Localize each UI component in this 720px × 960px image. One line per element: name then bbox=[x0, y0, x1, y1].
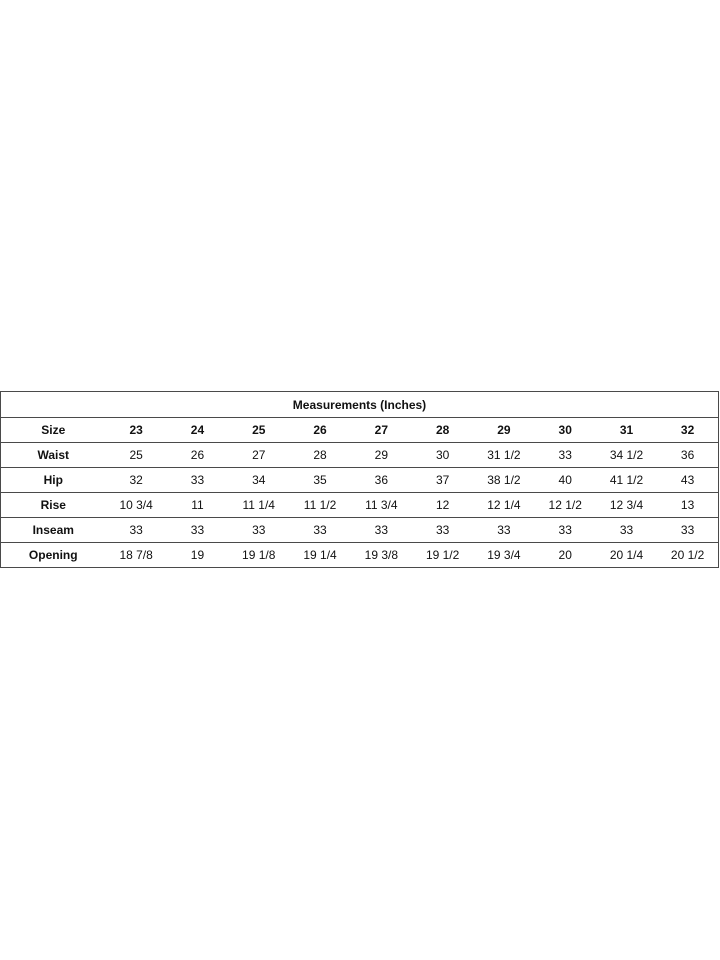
size-header-cell: 28 bbox=[412, 418, 473, 443]
size-header-cell: 27 bbox=[351, 418, 412, 443]
table-cell: 11 1/4 bbox=[228, 493, 289, 518]
size-header-cell: 24 bbox=[167, 418, 228, 443]
table-cell: 19 3/4 bbox=[473, 543, 534, 568]
size-chart-table bbox=[0, 391, 719, 568]
table-cell: 33 bbox=[535, 443, 596, 468]
table-cell: 10 3/4 bbox=[106, 493, 167, 518]
table-cell: 41 1/2 bbox=[596, 468, 657, 493]
table-cell: 12 1/4 bbox=[473, 493, 534, 518]
table-cell: 33 bbox=[535, 518, 596, 543]
table-cell: 33 bbox=[167, 518, 228, 543]
table-cell: 33 bbox=[167, 468, 228, 493]
row-label: Opening bbox=[1, 543, 106, 568]
table-cell: 20 1/2 bbox=[657, 543, 718, 568]
table-cell: 20 1/4 bbox=[596, 543, 657, 568]
table-cell: 33 bbox=[412, 518, 473, 543]
row-label: Waist bbox=[1, 443, 106, 468]
table-cell: 36 bbox=[351, 468, 412, 493]
table-row bbox=[1, 468, 719, 493]
table-cell: 34 1/2 bbox=[596, 443, 657, 468]
table-cell: 12 3/4 bbox=[596, 493, 657, 518]
size-header-cell: 29 bbox=[473, 418, 534, 443]
row-label: Size bbox=[1, 418, 106, 443]
table-cell: 36 bbox=[657, 443, 718, 468]
size-header-cell: 30 bbox=[535, 418, 596, 443]
table-cell: 35 bbox=[289, 468, 350, 493]
table-cell: 28 bbox=[289, 443, 350, 468]
table-cell: 37 bbox=[412, 468, 473, 493]
size-header-cell: 26 bbox=[289, 418, 350, 443]
row-label: Rise bbox=[1, 493, 106, 518]
table-cell: 31 1/2 bbox=[473, 443, 534, 468]
table-cell: 33 bbox=[657, 518, 718, 543]
title-row bbox=[1, 392, 719, 418]
table-cell: 33 bbox=[596, 518, 657, 543]
table-cell: 33 bbox=[289, 518, 350, 543]
row-label: Hip bbox=[1, 468, 106, 493]
table-cell: 13 bbox=[657, 493, 718, 518]
table-cell: 19 1/8 bbox=[228, 543, 289, 568]
table-cell: 19 3/8 bbox=[351, 543, 412, 568]
table-cell: 33 bbox=[106, 518, 167, 543]
table-cell: 19 bbox=[167, 543, 228, 568]
table-cell: 20 bbox=[535, 543, 596, 568]
table-cell: 33 bbox=[228, 518, 289, 543]
table-row bbox=[1, 418, 719, 443]
table-cell: 11 bbox=[167, 493, 228, 518]
table-body bbox=[1, 418, 719, 568]
table-cell: 30 bbox=[412, 443, 473, 468]
table-cell: 12 bbox=[412, 493, 473, 518]
table-title: Measurements (Inches) bbox=[1, 392, 719, 418]
table-row bbox=[1, 518, 719, 543]
size-header-cell: 23 bbox=[106, 418, 167, 443]
size-header-cell: 25 bbox=[228, 418, 289, 443]
table-row bbox=[1, 493, 719, 518]
table-cell: 34 bbox=[228, 468, 289, 493]
table-row bbox=[1, 443, 719, 468]
table-cell: 27 bbox=[228, 443, 289, 468]
table-row bbox=[1, 543, 719, 568]
row-label: Inseam bbox=[1, 518, 106, 543]
table-cell: 11 1/2 bbox=[289, 493, 350, 518]
table-cell: 40 bbox=[535, 468, 596, 493]
size-header-cell: 32 bbox=[657, 418, 718, 443]
table-cell: 33 bbox=[473, 518, 534, 543]
table-cell: 19 1/2 bbox=[412, 543, 473, 568]
table-cell: 11 3/4 bbox=[351, 493, 412, 518]
table-cell: 38 1/2 bbox=[473, 468, 534, 493]
table-cell: 43 bbox=[657, 468, 718, 493]
table-cell: 33 bbox=[351, 518, 412, 543]
table-cell: 29 bbox=[351, 443, 412, 468]
table-cell: 19 1/4 bbox=[289, 543, 350, 568]
table-cell: 12 1/2 bbox=[535, 493, 596, 518]
table-cell: 26 bbox=[167, 443, 228, 468]
table-cell: 32 bbox=[106, 468, 167, 493]
table-cell: 25 bbox=[106, 443, 167, 468]
size-header-cell: 31 bbox=[596, 418, 657, 443]
table-cell: 18 7/8 bbox=[106, 543, 167, 568]
